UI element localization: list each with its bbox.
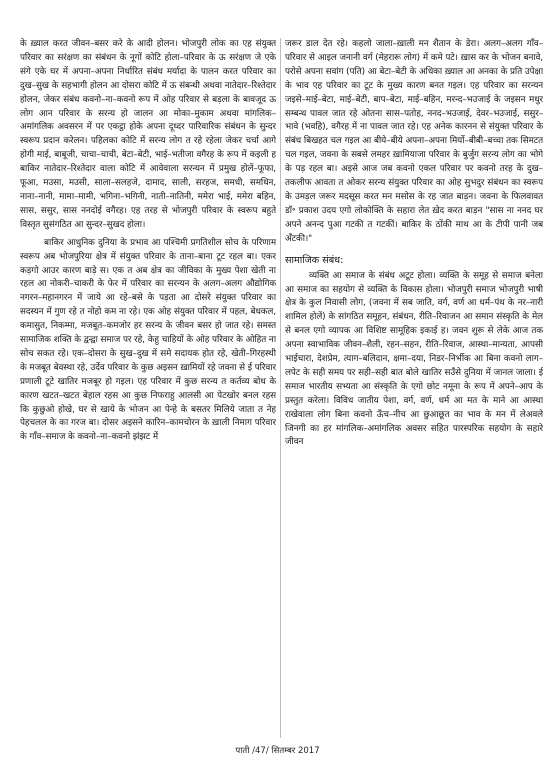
paragraph-modern-breakup: बाकिर आधुनिक दुनिया के प्रभाव आ पश्चिमी प्रगतिशील सोच के परिणाम स्वरूप अब भोजपुरिया क्षेत्र में संयुक्त परिवार के ताना–बाना टूट रहल बा। एकर कड़गो आउर कारण बाड़े स। एक त अब क्षेत्र का जीविका के मुख्य पेशा खेती ना रहल आ नोकरी–चाकरी के फेर में परिवार का सरन्यन के अलग–अलग औद्योगिक नगरन–महानगरन में जाये आ रहे–बसे के पड़ता आ दोसरे संयुक्त परिवार का सदस्यन में गुण रहे त नोहो कम ना रहे। एक ओह संयुक्त परिवार में पहल, बेधकल, कमासुत, निकम्मा, मजबूत–कमजोर हर सरन्य के जीवन बसर हो जात रहे। समस्त सामाजिक शक्ति के द्वन्द्वा समाज पर रहे, केहु चाहियों के ओह परिवार के ओहित ना सोच सकत रहे। एक–दोसरा के सुख–दुख में समे सदायक होत रहे, खेती–गिरहस्थी के मजबूत बेवस्था रहे, उर्देव परिवार के कुछ अइसन ख़ामियों रहे जवना से ई परिवार प्रणाली टूटे खातिर मजबूर हो गइल। एह परिवार में कुछ सरन्य त कर्तव्य बोध के कारण खटत–खटत बेहाल रहस आ कुछ निफराहु आलसी आ पेटखोर बनल रहस कि कुछुओ होखे, घर से खाये के भोजन आ पेन्हे के बसतर मिलिये जाता त नेह पेहचलल के का गरज बा। दोसर अइसने कारिन–कामचोरन के ख़ाली निमाग परिवार के गाँव–समाज के कवनो–ना–कवनो झंझट में: [20, 237, 276, 443]
paragraph-social-relations: व्यक्ति आ समाज के संबंध अटूट होला। व्यक्ति के समूह से समाज बनेला आ समाज का सहयोग से व्यक्ति के विकास होला। भोजपुरी समाज भोजपुरी भाषी क्षेत्र के कुल निवासी लोग, (जवना में सब जाति, वर्ग, वर्ण आ धर्म–पंथ के नर–नारी शामिल होलें) के सांगठित समूहन, संबंधन, रीति–रिवाजन आ समान संस्कृति के मेल से बनल एगो व्यापक आ विशिष्ट सामूहिक इकाई ह। जवन शुरू से लेके आज तक अपना स्वाभाविक जीवन–शैली, रहन–सहन, रीति–रिवाज, आस्था–मान्यता, आपसी भाईचारा, देशप्रेम, त्याग–बलिदान, क्षमा–दया, निडर–निर्भीक आ बिना कवनो लाग–लपेट के सही समय पर सही–सही बात बोले खातिर सउँसे दुनिया में जानल जाला। ई समाज भारतीय सभ्यता आ संस्कृति के एगो छोट नमूना के रूप में अपने–आप के प्रस्तुत करेला। विविध जातीय पेशा, वर्ग, वर्ण, धर्म आ मत के माने आ आस्था राखेवाला लोग बिना कवनो ऊँच–नीच आ छुआछूत का भाव के मन में लेअवले जिनगी का हर मांगलिक–अमांगलिक अवसर सहित पारस्परिक सहयोग के सहारे जीवन: [285, 270, 543, 448]
left-column: [20, 38, 276, 740]
section-heading: सामाजिक संबंध:: [285, 254, 344, 266]
column-divider: [280, 38, 281, 738]
paragraph-family-disintegration: जरूर डाल देत रहे। कहलो जाला–ख़ाली मन शैतान के डेरा। अलग–अलग गाँव–परिवार से आइल जनानी वर्ग (मेहरारू लोग) में कमे पटे। ख़ास कर के भोजन बनावे, परोसे अपना सवांग (पति) आ बेटा–बेटी के अधिका ख़्याल आ अनका के प्रति उपेक्षा के भाव एह परिवार का टूट के मुख्य कारण बनत गइल। एह परिवार का सरन्यन जइसे–माई–बेटा, माई–बेटी, बाप–बेटा, माई–बहिन, मरन्द–भउजाई के जइसन मधुर सम्बन्ध पावल जात रहे ओतना सास–पतोह, ननद–भउजाई, देवर–भउजाई, ससुर–भावे (भवहि), वगैरह में ना पावल जात रहे। एह अनेक कारनन से संयुक्त परिवार के संबंध बिखहत चल गइल आ बीये–बीये अपना–अपना मिर्यो–बीबी–बच्चा तक सिमटत चल गइल, जवना के सबसे लमहर ख़ामियाजा परिवार के बुर्जुग सरन्य लोग का भोगे के पड़ रहल बा। अइसे आज जब कवनो एकल परिवार पर कवनो तरह के दुख–तकलीफ आवता त ओकर सरन्य संयुक्त परिवार का ओह सुभदुर संबंधन का स्वरूप के उमड़ल जरूर मदसूस करत मन मसोस के रह जात बाड़न। जवना के फिलवावत डॉ॰ प्रकाश उदय एगो लोकोक्ति के सहारा लेत ख़ेद करत बाड़न "सास ना ननद घर अपने अनन्द पुआ गटकी त गटकीं। बाकिर के ठोंकी माथ आ के टीपी पानी जब अँटकी।": [285, 39, 543, 244]
paragraph-joint-family-relations: के ख़्याल करत जीवन–बसर करे के आदी होलन। भोजपुरी लोक का एह संयुक्त परिवार का सरंक्षण का संबंधन के नूगों कोटि होला–परिवार के ऊ सरंक्षण जे एके संगे एके घर में अपना–अपना निर्धारित संबंध मर्यादा के पालन करत परिवार का दुख–सुख के सहभागी होलन आ दोसरा कोटि में ऊ संबन्धी अथवा नातेदार–रिश्तेदार होलन, जेकर संबंध कवनो–ना–कवनो रूप में ओह परिवार से बड़ला के बावजूद ऊ लोग आन परिवार के सरन्य हो जालन आ मोका–मुकाम अथवा मांगलिक–अमांगलिक अवसरन में पर एकट्ठा होके अपना दूध्दर पारिवारिक संबंधन के सुन्दर स्वरूप प्रदान करेलन। पहिलका कोटि में सरन्य लोग त रहे रहेला जेकर चर्चा आगे होगी माई, बाबूजी, चाचा–चाची, बेटा–बेटी, भाई–भतीजा वगैरह के रूप में कइली ह बाकिर नातेदार–रिश्तेदार वाला कोटि में आवेवाला सरन्यन में प्रमुख होलें–फूफा, फूआ, मउसा, मउसी, साला–सलहजे, दामाद, साली, सरहज, समधी, समधिन, नाना–नानी, मामा–मामी, भगिना–भगिनी, नाती–नातिनी, ममेरा भाई, ममेरा बहिन, सास, ससुर, सास ननदोई वगैरह। एह तरह से भोजपुरी परिवार के स्वरूप बहुते विस्तृत सुसंगठित आ सुन्दर–सुखद होला।: [20, 39, 276, 230]
right-column: [285, 38, 543, 740]
page-footer: पाती /47/ सितम्बर 2017: [235, 746, 320, 756]
